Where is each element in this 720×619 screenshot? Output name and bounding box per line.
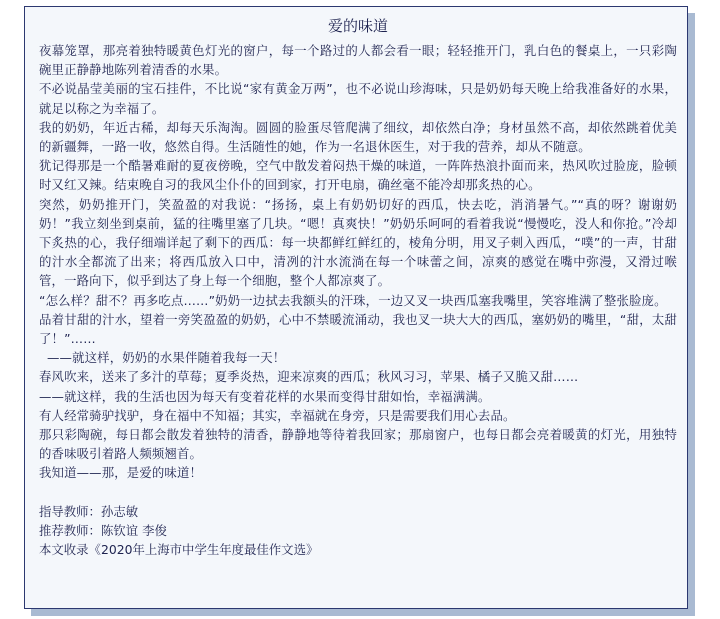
article-paragraph: 我知道——那，是爱的味道！ xyxy=(39,465,203,481)
credit-recommender: 推荐教师：陈钦谊 李俊 xyxy=(39,522,167,538)
article-paragraph: 不必说晶莹美丽的宝石挂件，不比说“家有黄金万两”，也不必说山珍海味，只是奶奶每天晚上给我准备好的水果，就足以称之为幸福了。 xyxy=(39,81,677,116)
credit-collection: 本文收录《2020年上海市中学生年度最佳作文选》 xyxy=(39,542,319,558)
article-title: 爱的味道 xyxy=(327,17,388,35)
article-paragraph: 春风吹来，送来了多汁的草莓；夏季炎热，迎来凉爽的西瓜；秋风习习，苹果、橘子又脆又甜…… xyxy=(39,369,579,385)
article-paragraph: 品着甘甜的汁水，望着一旁笑盈盈的奶奶，心中不禁暖流涌动，我也叉一块大大的西瓜，塞奶奶的嘴里，“甜，太甜了！”…… xyxy=(39,311,677,347)
article-paragraph: 犹记得那是一个酷暑难耐的夏夜傍晚，空气中散发着闷热干燥的味道，一阵阵热浪扑面而来，热风吹过脸庞，脸顿时又红又辣。结束晚自习的我风尘仆仆的回到家，打开电扇，确丝毫不能冷却那炙热的心。 xyxy=(39,158,677,193)
article-paragraph: 夜幕笼罩，那亮着独特暖黄色灯光的窗户，每一个路过的人都会看一眼；轻轻推开门，乳白色的餐桌上，一只彩陶碗里正静静地陈列着清香的水果。 xyxy=(39,43,677,78)
article-paragraph-indented: ——就这样，奶奶的水果伴随着我每一天！ xyxy=(47,350,286,366)
credit-advisor: 指导教师：孙志敏 xyxy=(39,503,139,519)
article-card xyxy=(24,6,688,609)
article-paragraph: 那只彩陶碗，每日都会散发着独特的清香，静静地等待着我回家；那扇窗户，也每日都会亮着暖黄的灯光，用独特的香味吸引着路人频频翘首。 xyxy=(39,427,677,462)
article-paragraph: 有人经常骑驴找驴，身在福中不知福；其实，幸福就在身旁，只是需要我们用心去品。 xyxy=(39,407,516,423)
article-paragraph: “怎么样？甜不？再多吃点……”奶奶一边拭去我额头的汗珠，一边又叉一块西瓜塞我嘴里，笑容堆满了整张脸庞。 xyxy=(39,292,667,308)
article-paragraph: 我的奶奶，年近古稀，却每天乐淘淘。圆圆的脸蛋尽管爬满了细纹，却依然白净；身材虽然不高，却依然跳着优美的新疆舞，一路一收，悠然自得。生活随性的她，作为一名退休医生，对于我的营养，却从不随意。 xyxy=(39,119,677,155)
article-paragraph: 突然，奶奶推开门，笑盈盈的对我说：“扬扬，桌上有奶奶切好的西瓜，快去吃，消消暑气。”“真的呀？谢谢奶奶！”我立刻坐到桌前，猛的往嘴里塞了几块。“嗯！真爽快！”奶奶乐呵呵的看着我说“慢慢吃，没人和你抢。”冷却下炙热的心，我仔细端详起了剩下的西瓜：每一块都鲜红鲜红的，棱角分明，用叉子刺入西瓜，“噗”的一声，甘甜的汁水全都流了出来；将西瓜放入口中，清冽的汁水流淌在每一个味蕾之间，凉爽的感觉在嘴中弥漫，又滑过喉管，一路向下，似乎到达了身上每一个细胞，整个人都凉爽了。 xyxy=(39,196,677,289)
article-paragraph: ——就这样，我的生活也因为每天有变着花样的水果而变得甘甜如怡，幸福满满。 xyxy=(39,388,491,404)
article-credits xyxy=(39,502,677,560)
